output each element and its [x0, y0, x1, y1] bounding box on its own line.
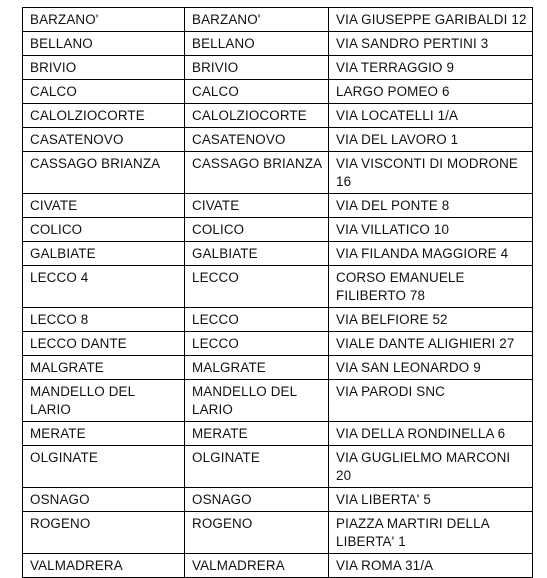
- table-row: [23, 242, 533, 266]
- comune-cell: LECCO 4: [23, 266, 185, 308]
- sede-cell: BARZANO': [185, 8, 329, 32]
- indirizzo-cell: VIA DELLA RONDINELLA 6: [329, 422, 533, 446]
- table-row: [23, 512, 533, 554]
- comune-cell: CASATENOVO: [23, 128, 185, 152]
- comune-cell: GALBIATE: [23, 242, 185, 266]
- indirizzo-cell: VIA LOCATELLI 1/A: [329, 104, 533, 128]
- comune-cell: LECCO DANTE: [23, 332, 185, 356]
- table-row: [23, 356, 533, 380]
- sede-cell: MERATE: [185, 422, 329, 446]
- table-row: [23, 152, 533, 194]
- sede-cell: VALMADRERA: [185, 554, 329, 578]
- indirizzo-cell: VIA PARODI SNC: [329, 380, 533, 422]
- indirizzo-cell: VIA GUGLIELMO MARCONI 20: [329, 446, 533, 488]
- sede-cell: BRIVIO: [185, 56, 329, 80]
- comune-cell: LECCO 8: [23, 308, 185, 332]
- table-row: [23, 488, 533, 512]
- sede-cell: CALCO: [185, 80, 329, 104]
- comune-cell: ROGENO: [23, 512, 185, 554]
- sede-cell: CIVATE: [185, 194, 329, 218]
- comune-cell: CALCO: [23, 80, 185, 104]
- table-row: [23, 218, 533, 242]
- sede-cell: CASATENOVO: [185, 128, 329, 152]
- table-row: [23, 128, 533, 152]
- indirizzo-cell: VIA GIUSEPPE GARIBALDI 12: [329, 8, 533, 32]
- table-row: [23, 446, 533, 488]
- table-row: [23, 32, 533, 56]
- sede-cell: LECCO: [185, 332, 329, 356]
- sede-cell: COLICO: [185, 218, 329, 242]
- comune-cell: COLICO: [23, 218, 185, 242]
- table-row: [23, 380, 533, 422]
- sede-cell: OLGINATE: [185, 446, 329, 488]
- sede-cell: OSNAGO: [185, 488, 329, 512]
- sede-cell: LECCO: [185, 266, 329, 308]
- sede-cell: MALGRATE: [185, 356, 329, 380]
- indirizzo-cell: VIALE DANTE ALIGHIERI 27: [329, 332, 533, 356]
- table-row: [23, 554, 533, 578]
- comune-cell: VALMADRERA: [23, 554, 185, 578]
- sede-cell: LECCO: [185, 308, 329, 332]
- comune-cell: MANDELLO DEL LARIO: [23, 380, 185, 422]
- indirizzo-cell: VIA BELFIORE 52: [329, 308, 533, 332]
- indirizzo-cell: VIA VISCONTI DI MODRONE 16: [329, 152, 533, 194]
- table-row: [23, 56, 533, 80]
- comune-cell: CASSAGO BRIANZA: [23, 152, 185, 194]
- comune-cell: BELLANO: [23, 32, 185, 56]
- indirizzo-cell: PIAZZA MARTIRI DELLA LIBERTA' 1: [329, 512, 533, 554]
- table-row: [23, 8, 533, 32]
- table-row: [23, 422, 533, 446]
- table-row: [23, 194, 533, 218]
- sede-cell: CASSAGO BRIANZA: [185, 152, 329, 194]
- sede-cell: MANDELLO DEL LARIO: [185, 380, 329, 422]
- indirizzo-cell: VIA TERRAGGIO 9: [329, 56, 533, 80]
- table-row: [23, 308, 533, 332]
- indirizzo-cell: VIA DEL PONTE 8: [329, 194, 533, 218]
- indirizzo-cell: VIA DEL LAVORO 1: [329, 128, 533, 152]
- locations-table: [22, 7, 533, 578]
- indirizzo-cell: VIA SANDRO PERTINI 3: [329, 32, 533, 56]
- sede-cell: GALBIATE: [185, 242, 329, 266]
- comune-cell: MALGRATE: [23, 356, 185, 380]
- indirizzo-cell: VIA VILLATICO 10: [329, 218, 533, 242]
- indirizzo-cell: VIA LIBERTA' 5: [329, 488, 533, 512]
- sede-cell: ROGENO: [185, 512, 329, 554]
- comune-cell: BARZANO': [23, 8, 185, 32]
- indirizzo-cell: VIA ROMA 31/A: [329, 554, 533, 578]
- indirizzo-cell: VIA SAN LEONARDO 9: [329, 356, 533, 380]
- comune-cell: MERATE: [23, 422, 185, 446]
- indirizzo-cell: VIA FILANDA MAGGIORE 4: [329, 242, 533, 266]
- table-row: [23, 104, 533, 128]
- sede-cell: BELLANO: [185, 32, 329, 56]
- sede-cell: CALOLZIOCORTE: [185, 104, 329, 128]
- comune-cell: OLGINATE: [23, 446, 185, 488]
- table-row: [23, 80, 533, 104]
- table-row: [23, 332, 533, 356]
- comune-cell: CALOLZIOCORTE: [23, 104, 185, 128]
- indirizzo-cell: LARGO POMEO 6: [329, 80, 533, 104]
- comune-cell: BRIVIO: [23, 56, 185, 80]
- table-row: [23, 266, 533, 308]
- comune-cell: CIVATE: [23, 194, 185, 218]
- comune-cell: OSNAGO: [23, 488, 185, 512]
- indirizzo-cell: CORSO EMANUELE FILIBERTO 78: [329, 266, 533, 308]
